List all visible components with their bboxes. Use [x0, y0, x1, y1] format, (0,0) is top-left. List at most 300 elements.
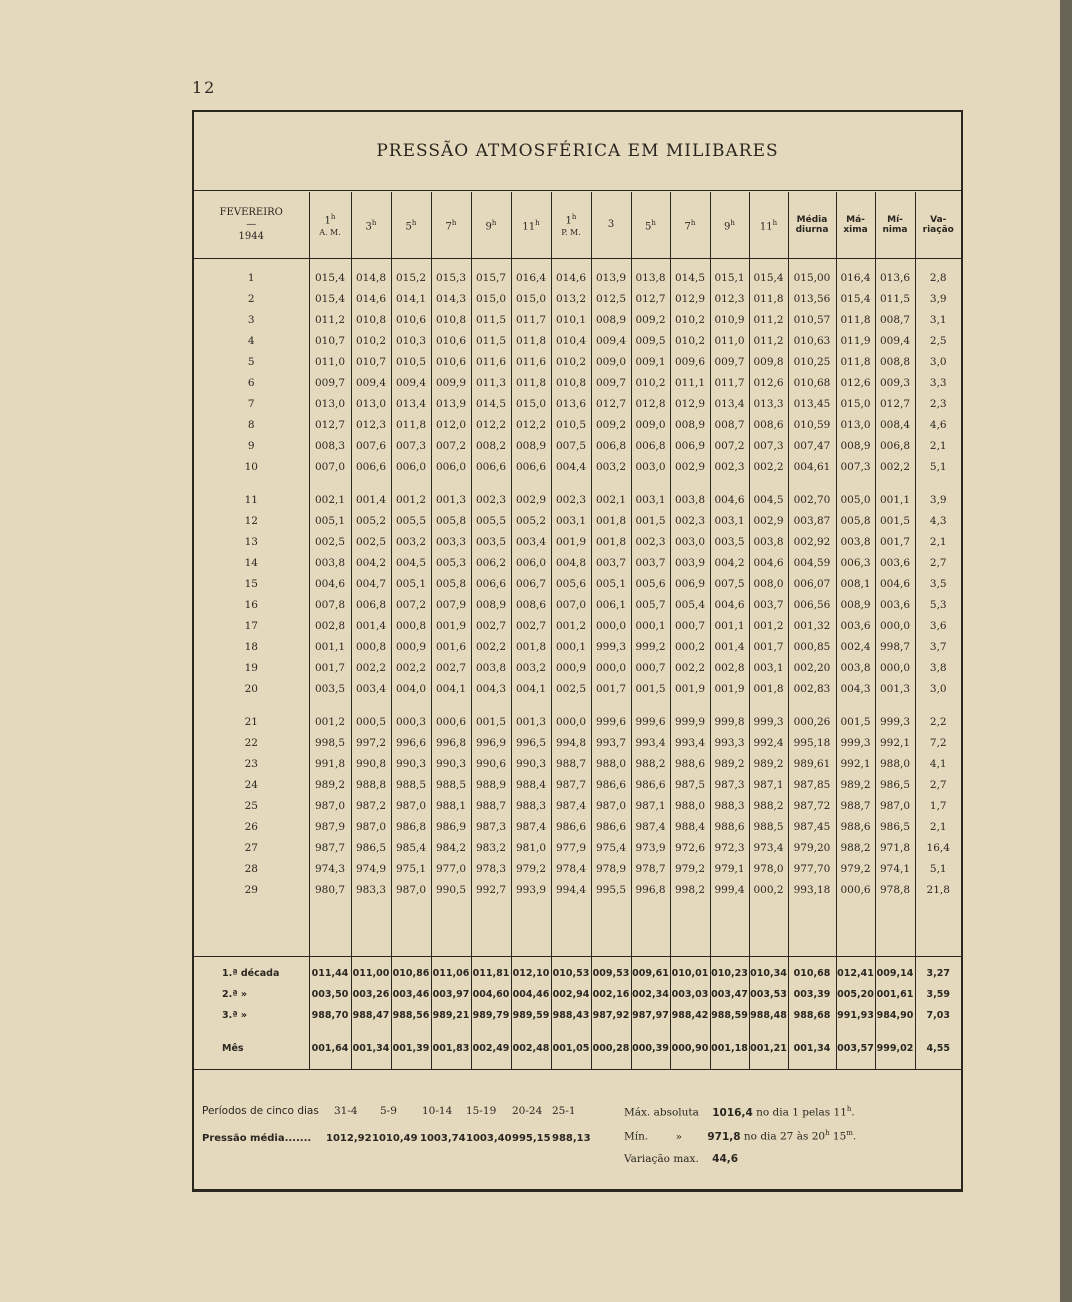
variation-cell: 2,2 — [915, 699, 961, 732]
summary-value: 010,23 — [710, 957, 749, 985]
summary-min: 984,90 — [875, 1005, 915, 1026]
pressure-cell: 000,0 — [551, 699, 591, 732]
pressure-cell: 007,5 — [551, 435, 591, 456]
pressure-cell: 011,7 — [710, 372, 749, 393]
mean-cell: 010,59 — [788, 414, 836, 435]
pressure-cell: 993,4 — [670, 732, 710, 753]
pressure-cell: 010,3 — [391, 330, 431, 351]
day-cell: 8 — [247, 418, 255, 431]
max-cell: 003,6 — [836, 615, 875, 636]
pressure-cell: 002,5 — [351, 531, 391, 552]
summary-value: 003,47 — [710, 984, 749, 1005]
period-item: 10-14 — [422, 1105, 453, 1117]
pressure-cell: 004,3 — [471, 678, 511, 699]
pressure-cell: 986,6 — [591, 774, 631, 795]
pressure-cell: 009,0 — [631, 414, 670, 435]
hour-sup: h — [411, 218, 417, 227]
variation-cell: 3,3 — [915, 372, 961, 393]
pressure-cell: 015,0 — [511, 288, 551, 309]
pressure-cell: 000,2 — [749, 879, 788, 900]
pressure-cell: 010,1 — [551, 309, 591, 330]
pressure-cell: 013,0 — [351, 393, 391, 414]
summary-value: 001,21 — [749, 1026, 788, 1070]
pressure-cell: 011,6 — [511, 351, 551, 372]
pressure-cell: 015,3 — [431, 259, 471, 289]
table-row — [194, 456, 961, 477]
minima-header-line: Mí- — [887, 215, 903, 225]
pressure-cell: 978,7 — [631, 858, 670, 879]
pressure-cell: 000,7 — [631, 657, 670, 678]
pressure-cell: 002,7 — [511, 615, 551, 636]
variacao-header-line: Va- — [930, 215, 947, 225]
pressure-cell: 014,3 — [431, 288, 471, 309]
pressure-cell: 011,2 — [309, 309, 351, 330]
mean-cell: 000,26 — [788, 699, 836, 732]
pressure-cell: 974,3 — [309, 858, 351, 879]
summary-value: 010,34 — [749, 957, 788, 985]
pressure-cell: 977,9 — [551, 837, 591, 858]
min-cell: 974,1 — [875, 858, 915, 879]
min-cell: 001,7 — [875, 531, 915, 552]
max-cell: 004,3 — [836, 678, 875, 699]
pressure-cell: 011,8 — [511, 372, 551, 393]
pressure-cell: 988,5 — [391, 774, 431, 795]
pressure-cell: 003,4 — [351, 678, 391, 699]
hour-label: 1 — [324, 215, 331, 227]
pressure-cell: 007,2 — [391, 594, 431, 615]
pressure-cell: 005,8 — [431, 510, 471, 531]
min-cell: 006,8 — [875, 435, 915, 456]
pressure-cell: 001,1 — [309, 636, 351, 657]
pressure-cell: 010,6 — [391, 309, 431, 330]
pressure-cell: 003,8 — [749, 531, 788, 552]
pressure-cell: 999,9 — [670, 699, 710, 732]
pressure-cell: 015,4 — [309, 288, 351, 309]
max-cell: 000,6 — [836, 879, 875, 900]
pressure-cell: 009,9 — [431, 372, 471, 393]
pressure-cell: 011,7 — [511, 309, 551, 330]
pressure-cell: 009,4 — [391, 372, 431, 393]
pressure-cell: 007,5 — [710, 573, 749, 594]
pressure-cell: 984,2 — [431, 837, 471, 858]
variation-cell: 5,3 — [915, 594, 961, 615]
pressure-cell: 003,0 — [631, 456, 670, 477]
spacer-cell — [915, 900, 961, 957]
pressure-cell: 993,7 — [591, 732, 631, 753]
pressure-cell: 008,6 — [749, 414, 788, 435]
pressure-cell: 001,3 — [511, 699, 551, 732]
pressure-cell: 004,6 — [309, 573, 351, 594]
pressure-mean-label: Pressão média....... — [202, 1133, 312, 1144]
pressure-cell: 007,2 — [710, 435, 749, 456]
hour-label: 7 — [684, 221, 691, 233]
pressure-cell: 988,4 — [511, 774, 551, 795]
pressure-cell: 011,2 — [749, 309, 788, 330]
pressure-cell: 001,7 — [749, 636, 788, 657]
pressure-cell: 014,6 — [551, 259, 591, 289]
pressure-cell: 002,7 — [471, 615, 511, 636]
page-title: PRESSÃO ATMOSFÉRICA EM MILIBARES — [194, 112, 961, 191]
pressure-cell: 008,9 — [670, 414, 710, 435]
pressure-cell: 009,6 — [670, 351, 710, 372]
pressure-cell: 007,9 — [431, 594, 471, 615]
pressure-cell: 987,7 — [309, 837, 351, 858]
summary-value: 003,26 — [351, 984, 391, 1005]
pressure-cell: 975,1 — [391, 858, 431, 879]
table-body — [194, 259, 961, 1070]
day-cell: 23 — [244, 757, 258, 770]
pressure-cell: 996,8 — [631, 879, 670, 900]
spacer-cell — [309, 900, 351, 957]
mean-cell: 015,00 — [788, 259, 836, 289]
table-row — [194, 477, 961, 510]
mean-cell: 010,68 — [788, 372, 836, 393]
min-cell: 000,0 — [875, 615, 915, 636]
pressure-cell: 006,9 — [670, 435, 710, 456]
min-cell: 987,0 — [875, 795, 915, 816]
pressure-cell: 003,2 — [391, 531, 431, 552]
max-cell: 012,6 — [836, 372, 875, 393]
hour-sup: h — [571, 212, 577, 221]
summary-min: 001,61 — [875, 984, 915, 1005]
pressure-cell: 001,4 — [710, 636, 749, 657]
variation-cell: 21,8 — [915, 879, 961, 900]
summary-value: 011,00 — [351, 957, 391, 985]
pressure-cell: 999,6 — [591, 699, 631, 732]
day-cell: 10 — [244, 460, 258, 473]
hour-label: 9 — [724, 221, 731, 233]
pressure-cell: 005,4 — [670, 594, 710, 615]
day-cell: 18 — [244, 640, 258, 653]
pressure-cell: 000,7 — [670, 615, 710, 636]
day-cell: 11 — [244, 493, 258, 506]
month-header — [194, 192, 309, 259]
pressure-cell: 002,2 — [670, 657, 710, 678]
pressure-cell: 988,3 — [710, 795, 749, 816]
pressure-cell: 008,9 — [591, 309, 631, 330]
variation-cell: 4,1 — [915, 753, 961, 774]
table-row — [194, 858, 961, 879]
pressure-cell: 006,6 — [511, 456, 551, 477]
pressure-cell: 014,1 — [391, 288, 431, 309]
pressure-cell: 010,8 — [351, 309, 391, 330]
summary-value: 987,92 — [591, 1005, 631, 1026]
summary-value: 002,16 — [591, 984, 631, 1005]
pressure-cell: 001,7 — [591, 678, 631, 699]
summary-value: 988,59 — [710, 1005, 749, 1026]
pressure-cell: 000,1 — [551, 636, 591, 657]
pressure-cell: 987,3 — [710, 774, 749, 795]
pressure-cell: 002,8 — [309, 615, 351, 636]
pressure-cell: 985,4 — [391, 837, 431, 858]
pressure-cell: 987,5 — [670, 774, 710, 795]
header-row — [194, 192, 961, 259]
pressure-cell: 010,2 — [351, 330, 391, 351]
pressure-cell: 011,8 — [511, 330, 551, 351]
variation-cell: 4,6 — [915, 414, 961, 435]
pressure-cell: 988,4 — [670, 816, 710, 837]
variation-cell: 3,0 — [915, 351, 961, 372]
pressure-cell: 000,5 — [351, 699, 391, 732]
pressure-cell: 988,7 — [551, 753, 591, 774]
hour-header — [631, 192, 670, 259]
pressure-cell: 000,2 — [670, 636, 710, 657]
summary-label: 2.ª » — [222, 989, 248, 1000]
variation-cell: 3,0 — [915, 678, 961, 699]
table-row — [194, 435, 961, 456]
pressure-cell: 993,4 — [631, 732, 670, 753]
spacer-cell — [631, 900, 670, 957]
summary-value: 012,10 — [511, 957, 551, 985]
variation-cell: 3,9 — [915, 477, 961, 510]
period-item: 5-9 — [380, 1105, 397, 1117]
pressure-cell: 013,6 — [551, 393, 591, 414]
pressure-cell: 001,9 — [710, 678, 749, 699]
variation-cell: 4,3 — [915, 510, 961, 531]
media-header-line: Média — [796, 215, 828, 225]
max-cell: 001,5 — [836, 699, 875, 732]
pressure-cell: 009,7 — [309, 372, 351, 393]
summary-label: 1.ª década — [194, 957, 309, 985]
pressure-cell: 978,4 — [551, 858, 591, 879]
mean-cell: 004,61 — [788, 456, 836, 477]
pressure-cell: 990,3 — [391, 753, 431, 774]
hour-sup: h — [690, 218, 696, 227]
max-absolute-line: Máx. absoluta 1016,4 no dia 1 pelas 11$^h$. — [624, 1105, 855, 1119]
pressure-cell: 005,7 — [631, 594, 670, 615]
mean-cell: 006,56 — [788, 594, 836, 615]
pressure-cell: 013,3 — [749, 393, 788, 414]
min-cell: 978,8 — [875, 879, 915, 900]
pressure-cell: 005,6 — [631, 573, 670, 594]
table-row — [194, 414, 961, 435]
pressure-cell: 004,2 — [710, 552, 749, 573]
pressure-cell: 973,4 — [749, 837, 788, 858]
spacer-cell — [194, 900, 309, 957]
summary-value: 988,56 — [391, 1005, 431, 1026]
pressure-cell: 988,3 — [511, 795, 551, 816]
variation-cell: 2,8 — [915, 259, 961, 289]
mean-cell: 995,18 — [788, 732, 836, 753]
max-cell: 979,2 — [836, 858, 875, 879]
variation-cell: 5,1 — [915, 456, 961, 477]
pressure-cell: 013,0 — [309, 393, 351, 414]
pressure-cell: 000,6 — [431, 699, 471, 732]
mean-cell: 003,87 — [788, 510, 836, 531]
pressure-cell: 974,9 — [351, 858, 391, 879]
pressure-cell: 010,2 — [670, 330, 710, 351]
pressure-cell: 000,1 — [631, 615, 670, 636]
pressure-cell: 006,9 — [670, 573, 710, 594]
pressure-cell: 004,4 — [551, 456, 591, 477]
table-row — [194, 699, 961, 732]
pressure-cell: 005,1 — [591, 573, 631, 594]
pressure-cell: 009,5 — [631, 330, 670, 351]
pressure-cell: 000,3 — [391, 699, 431, 732]
pressure-cell: 014,5 — [471, 393, 511, 414]
summary-mean: 001,34 — [788, 1026, 836, 1070]
pressure-cell: 988,2 — [749, 795, 788, 816]
pressure-cell: 011,5 — [471, 330, 511, 351]
pressure-cell: 008,2 — [471, 435, 511, 456]
summary-row — [194, 984, 961, 1005]
pressure-cell: 008,6 — [511, 594, 551, 615]
media-header — [788, 192, 836, 259]
pressure-cell: 012,3 — [351, 414, 391, 435]
table-row — [194, 774, 961, 795]
spacer-cell — [471, 900, 511, 957]
pressure-cell: 003,0 — [670, 531, 710, 552]
pressure-cell: 986,6 — [551, 816, 591, 837]
pressure-cell: 010,5 — [391, 351, 431, 372]
hour-label: 11 — [522, 221, 536, 233]
max-cell: 003,8 — [836, 657, 875, 678]
max-cell: 988,7 — [836, 795, 875, 816]
pressure-cell: 986,5 — [351, 837, 391, 858]
pressure-cell: 997,2 — [351, 732, 391, 753]
day-cell: 9 — [247, 439, 255, 452]
spacer-cell — [511, 900, 551, 957]
pressure-cell: 992,4 — [749, 732, 788, 753]
day-cell: 21 — [244, 715, 258, 728]
min-cell: 986,5 — [875, 816, 915, 837]
mean-cell: 002,20 — [788, 657, 836, 678]
variation-label: Variação max. — [624, 1153, 699, 1165]
pressure-cell: 989,2 — [710, 753, 749, 774]
summary-value: 010,01 — [670, 957, 710, 985]
min-cell: 002,2 — [875, 456, 915, 477]
hour-sup: h — [535, 218, 540, 227]
pressure-cell: 996,8 — [431, 732, 471, 753]
pressure-cell: 988,0 — [591, 753, 631, 774]
table-row — [194, 259, 961, 289]
year-label: 1944 — [238, 231, 264, 242]
pressure-cell: 003,7 — [749, 594, 788, 615]
summary-value: 003,97 — [431, 984, 471, 1005]
variation-cell: 7,2 — [915, 732, 961, 753]
pressure-cell: 003,5 — [710, 531, 749, 552]
pressure-cell: 004,7 — [351, 573, 391, 594]
pressure-cell: 993,9 — [511, 879, 551, 900]
summary-value: 011,81 — [471, 957, 511, 985]
pressure-cell: 975,4 — [591, 837, 631, 858]
summary-value: 001,83 — [431, 1026, 471, 1070]
pressure-cell: 986,9 — [431, 816, 471, 837]
day-cell: 7 — [247, 397, 255, 410]
min-cell: 001,5 — [875, 510, 915, 531]
pressure-cell: 990,3 — [431, 753, 471, 774]
summary-value: 004,46 — [511, 984, 551, 1005]
table-row — [194, 510, 961, 531]
pressure-cell: 013,4 — [710, 393, 749, 414]
spacer-cell — [670, 900, 710, 957]
period-item: 25-1 — [552, 1105, 576, 1117]
pressure-cell: 011,3 — [471, 372, 511, 393]
pressure-cell: 987,1 — [631, 795, 670, 816]
min-value: 971,8 — [707, 1130, 741, 1143]
pressure-cell: 007,8 — [309, 594, 351, 615]
summary-value: 001,34 — [351, 1026, 391, 1070]
pressure-cell: 012,7 — [631, 288, 670, 309]
min-text-minutes: 15 — [829, 1130, 847, 1143]
min-label: Mín. — [624, 1130, 649, 1143]
summary-value: 001,18 — [710, 1026, 749, 1070]
pressure-cell: 005,1 — [391, 573, 431, 594]
table-row — [194, 732, 961, 753]
max-cell: 999,3 — [836, 732, 875, 753]
pressure-cell: 010,6 — [431, 330, 471, 351]
pressure-cell: 010,2 — [670, 309, 710, 330]
summary-max: 005,20 — [836, 984, 875, 1005]
pressure-cell: 995,5 — [591, 879, 631, 900]
pressure-cell: 987,9 — [309, 816, 351, 837]
pressure-cell: 006,1 — [591, 594, 631, 615]
pressure-cell: 987,4 — [511, 816, 551, 837]
table-row — [194, 615, 961, 636]
hour-header — [670, 192, 710, 259]
pressure-cell: 001,8 — [749, 678, 788, 699]
pressure-cell: 013,4 — [391, 393, 431, 414]
pressure-cell: 016,4 — [511, 259, 551, 289]
ampm-label: P. M. — [561, 228, 581, 238]
variation-cell: 2,1 — [915, 531, 961, 552]
summary-variation: 3,59 — [915, 984, 961, 1005]
pressure-cell: 999,3 — [749, 699, 788, 732]
pressure-cell: 004,2 — [351, 552, 391, 573]
summary-value: 988,42 — [670, 1005, 710, 1026]
day-cell: 5 — [247, 355, 255, 368]
pressure-cell: 990,5 — [431, 879, 471, 900]
pressure-cell: 972,3 — [710, 837, 749, 858]
hour-header — [591, 192, 631, 259]
hour-label: 3 — [607, 219, 615, 230]
pressure-cell: 006,6 — [471, 573, 511, 594]
variation-value: 44,6 — [712, 1153, 739, 1165]
pressure-cell: 972,6 — [670, 837, 710, 858]
pressure-cell: 015,4 — [749, 259, 788, 289]
table-row — [194, 531, 961, 552]
variation-cell: 2,1 — [915, 435, 961, 456]
pressure-cell: 006,6 — [471, 456, 511, 477]
pressure-cell: 003,2 — [511, 657, 551, 678]
pressure-cell: 010,2 — [631, 372, 670, 393]
pressure-cell: 006,8 — [591, 435, 631, 456]
pressure-cell: 988,0 — [670, 795, 710, 816]
pressure-cell: 008,0 — [749, 573, 788, 594]
pressure-cell: 010,5 — [551, 414, 591, 435]
table-row — [194, 288, 961, 309]
pressure-cell: 008,3 — [309, 435, 351, 456]
summary-value: 011,06 — [431, 957, 471, 985]
pressure-cell: 987,0 — [391, 795, 431, 816]
summary-value: 000,90 — [670, 1026, 710, 1070]
spacer-cell — [710, 900, 749, 957]
hour-label: 3 — [365, 221, 372, 233]
pressure-cell: 015,1 — [710, 259, 749, 289]
pressure-cell: 994,8 — [551, 732, 591, 753]
max-cell: 016,4 — [836, 259, 875, 289]
max-cell: 011,8 — [836, 351, 875, 372]
variation-cell: 3,1 — [915, 309, 961, 330]
pressure-cell: 996,6 — [391, 732, 431, 753]
hour-sup: h — [451, 218, 457, 227]
max-cell: 003,8 — [836, 531, 875, 552]
pressure-cell: 989,2 — [309, 774, 351, 795]
pressure-cell: 000,8 — [351, 636, 391, 657]
min-cell: 008,8 — [875, 351, 915, 372]
table-row — [194, 573, 961, 594]
pressure-cell: 006,0 — [391, 456, 431, 477]
